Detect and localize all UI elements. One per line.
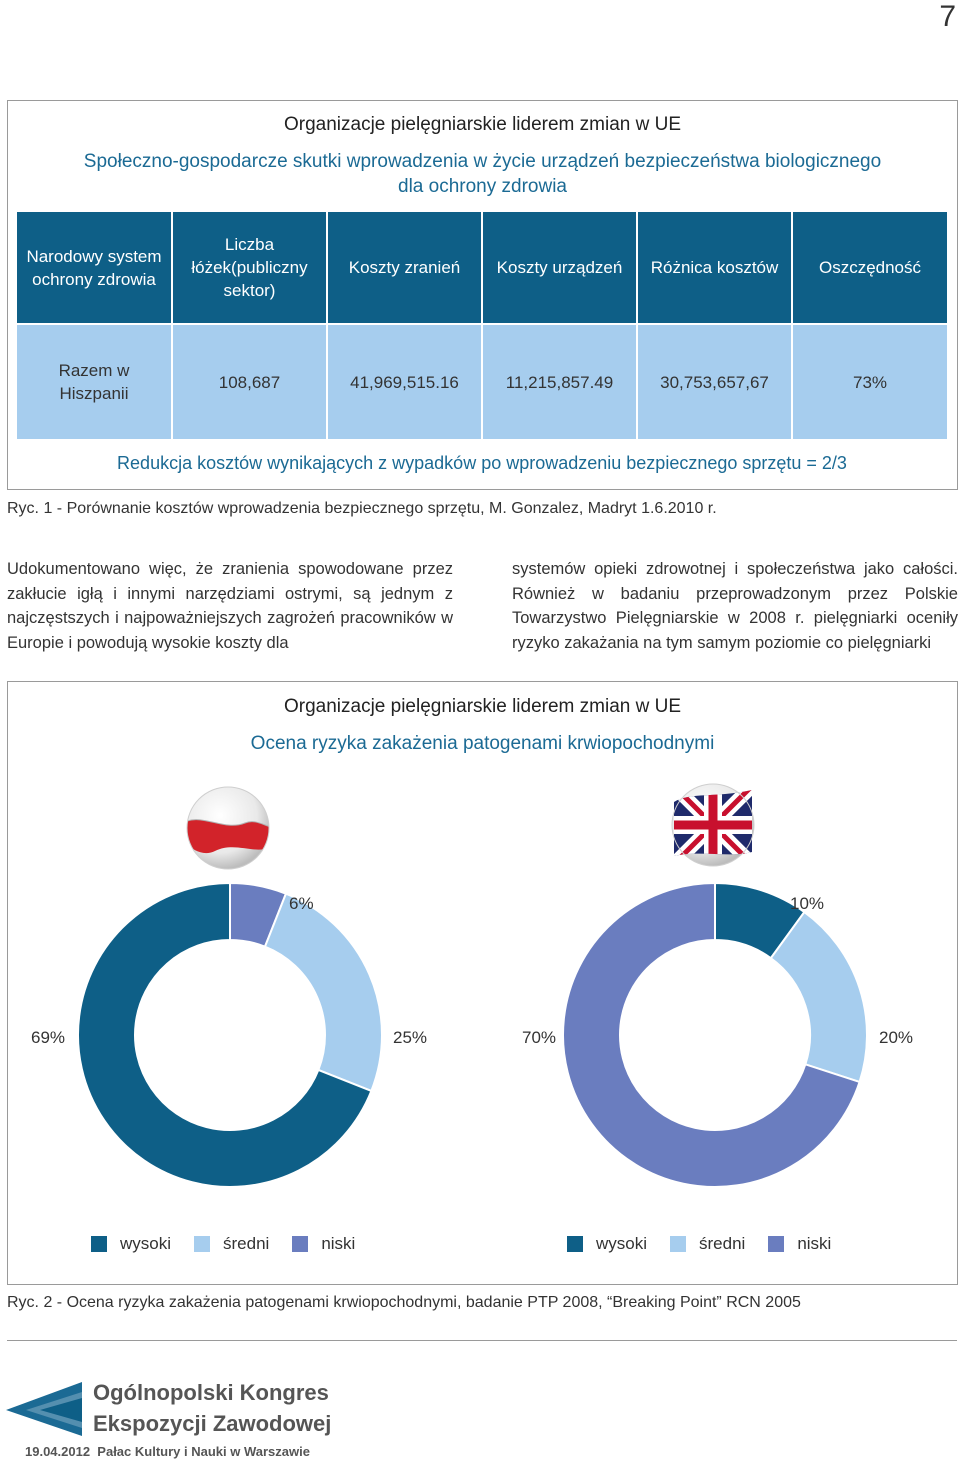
uk-flag-icon xyxy=(670,782,756,868)
donut-pl-label-sredni: 25% xyxy=(393,1028,428,1047)
figure2-caption: Ryc. 2 - Ocena ryzyka zakażenia patogenami krwiopochodnymi, badanie PTP 2008, “Breaking Point” RCN 2005 xyxy=(7,1294,801,1311)
legend-item xyxy=(194,1234,269,1254)
table-cell: 41,969,515.16 xyxy=(327,324,482,439)
donut-uk-label-wysoki: 10% xyxy=(790,894,825,913)
table-row xyxy=(17,324,947,439)
figure1-title: Organizacje pielęgniarskie liderem zmian w UE xyxy=(283,114,682,135)
legend-item xyxy=(567,1234,647,1254)
donut-chart-poland xyxy=(75,880,385,1190)
donut-uk-label-sredni: 20% xyxy=(879,1028,914,1047)
page-number: 7 xyxy=(939,0,956,33)
header-cell: Różnica kosztów xyxy=(637,212,792,324)
header-cell: Koszty zranień xyxy=(327,212,482,324)
table-cell: Razem w Hiszpanii xyxy=(17,324,172,439)
table-cell: 108,687 xyxy=(172,324,327,439)
figure1-subtitle-line2: dla ochrony zdrowia xyxy=(398,176,567,197)
header-cell: Koszty urządzeń xyxy=(482,212,637,324)
body-text-left: Udokumentowano więc, że zranienia spowodowane przez zakłucie igłą i innymi narzędziami ostrymi, są jednym z najczęstszych i najpoważniejszych zagrożeń pracowników w Europie i powodują wysokie koszty dla xyxy=(7,560,453,652)
legend-item xyxy=(292,1234,355,1254)
figure2-subtitle: Ocena ryzyka zakażenia patogenami krwiopochodnymi xyxy=(250,733,715,754)
legend-label: wysoki xyxy=(596,1234,648,1253)
donut-chart-uk xyxy=(560,880,870,1190)
figure2-title: Organizacje pielęgniarskie liderem zmian w UE xyxy=(283,696,682,717)
body-text-right: systemów opieki zdrowotnej i społeczeństwa jako całości. Również w badaniu przeprowadzonym przez Polskie Towarzystwo Pielęgniarskie w 2008 r. pielęgniarki oceniły ryzyko zakażania na tym samym poziomie co pielęgniarki xyxy=(512,560,958,652)
footer-divider xyxy=(7,1340,957,1341)
donut-pl-label-niski: 6% xyxy=(289,894,314,913)
legend-label: średni xyxy=(699,1234,746,1253)
legend-label: niski xyxy=(797,1234,832,1253)
donut-uk-label-niski: 70% xyxy=(522,1028,557,1047)
table-cell: 30,753,657,67 xyxy=(637,324,792,439)
header-cell: Oszczędność xyxy=(792,212,947,324)
figure1-subtitle-line1: Społeczno-gospodarcze skutki wprowadzenia w życie urządzeń bezpieczeństwa biologicznego xyxy=(83,151,882,172)
logo-line2: Ekspozycji Zawodowej xyxy=(93,1411,332,1436)
event-date-location: 19.04.2012 Pałac Kultury i Nauki w Warszawie xyxy=(25,1444,310,1459)
legend-uk xyxy=(567,1234,854,1254)
legend-swatch-sredni xyxy=(670,1236,686,1252)
donut-pl-label-wysoki: 69% xyxy=(31,1028,66,1047)
cost-table-header xyxy=(17,212,947,324)
figure1-caption: Ryc. 1 - Porównanie kosztów wprowadzenia bezpiecznego sprzętu, M. Gonzalez, Madryt 1.6.2010 r. xyxy=(7,500,717,517)
congress-logo-icon xyxy=(6,1380,84,1438)
legend-swatch-niski xyxy=(768,1236,784,1252)
legend-item xyxy=(670,1234,745,1254)
legend-swatch-wysoki xyxy=(91,1236,107,1252)
legend-swatch-niski xyxy=(292,1236,308,1252)
legend-label: średni xyxy=(223,1234,270,1253)
legend-label: wysoki xyxy=(120,1234,172,1253)
legend-item xyxy=(768,1234,831,1254)
table-cell: 11,215,857.49 xyxy=(482,324,637,439)
poland-flag-icon xyxy=(185,785,271,871)
table-cell: 73% xyxy=(792,324,947,439)
cost-reduction-note: Redukcja kosztów wynikających z wypadków po wprowadzeniu bezpiecznego sprzętu = 2/3 xyxy=(117,453,847,473)
header-cell: Liczba łóżek(publiczny sektor) xyxy=(172,212,327,324)
legend-swatch-wysoki xyxy=(567,1236,583,1252)
donut-pl-slice-średni xyxy=(265,894,382,1091)
cost-table xyxy=(17,212,947,439)
legend-label: niski xyxy=(321,1234,356,1253)
header-cell: Narodowy system ochrony zdrowia xyxy=(17,212,172,324)
legend-poland xyxy=(91,1234,378,1254)
legend-item xyxy=(91,1234,171,1254)
donut-uk-slice-średni xyxy=(771,912,867,1082)
logo-line1: Ogólnopolski Kongres xyxy=(93,1380,329,1405)
legend-swatch-sredni xyxy=(194,1236,210,1252)
